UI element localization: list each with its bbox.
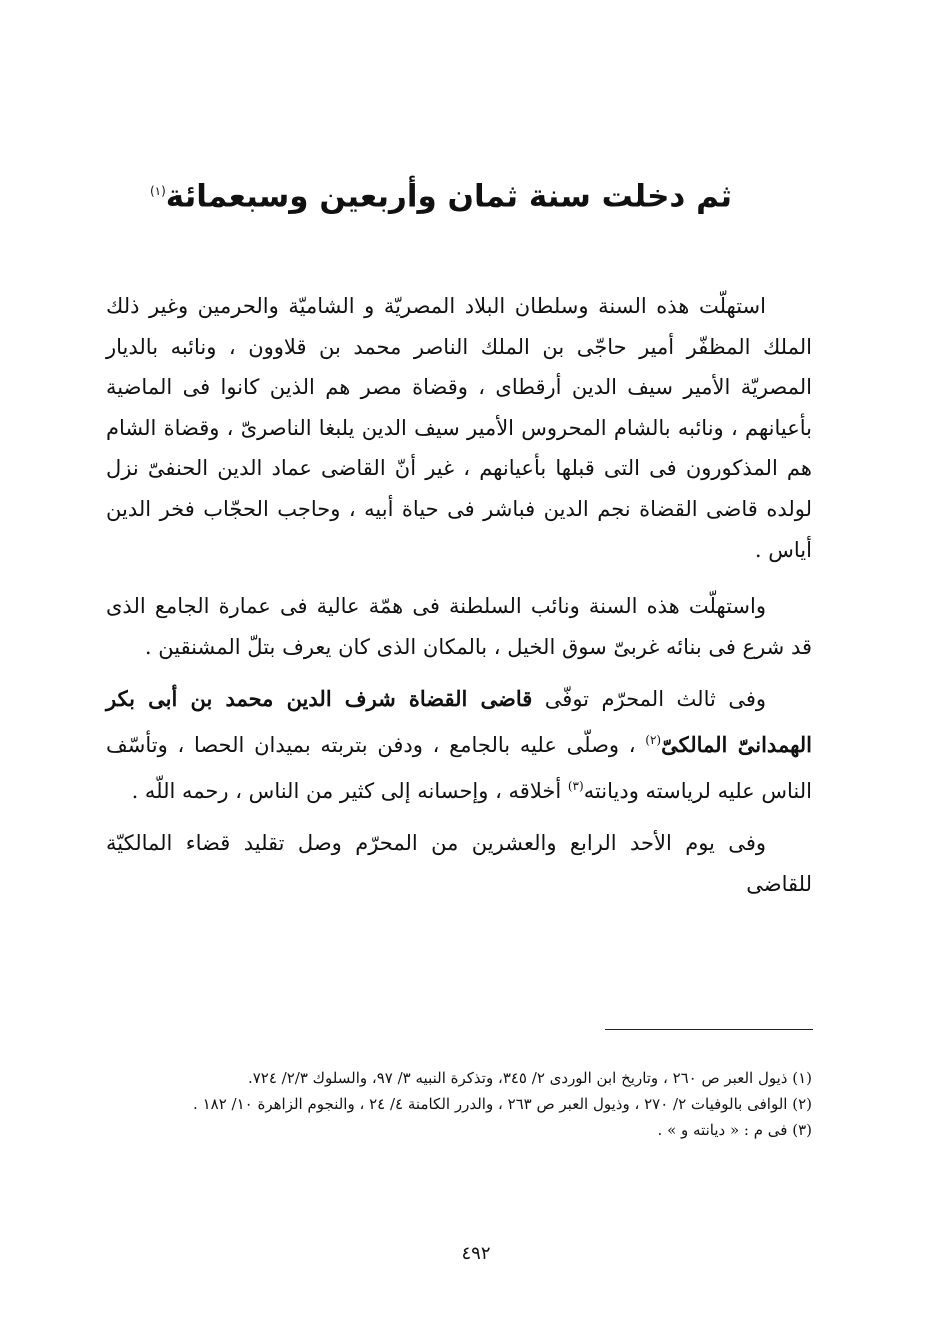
footnote-ref-3: (٣) [567,778,584,793]
page-number: ٤٩٢ [461,1243,491,1264]
paragraph-1: استهلّت هذه السنة وسلطان البلاد المصريّة و الشاميّة والحرمين وغير ذلك الملك المظفّر أمير حاجّى بن الملك الناصر محمد بن قلاوون ، ونائبه بالديار المصريّة الأمير سيف الدين أرقطاى ، وقضاة مصر هم الذين كانوا فى الماضية بأعيانهم ، ونائبه بالشام المحروس الأمير سيف الدين يلبغا الناصرىّ ، وقضاة الشام هم المذكورون فى التى قبلها بأعيانهم ، غير أنّ القاضى عماد الدين الحنفىّ نزل لولده قاضى القضاة نجم الدين فباشر فى حياة أبيه ، وحاجب الحجّاب فخر الدين أياس . [106,294,812,562]
person-name: قاضى القضاة شرف الدين محمد بن أبى بكر الهمدانىّ المالكىّ [106,686,812,757]
paragraph-4: وفى يوم الأحد الرابع والعشرين من المحرّم وصل تقليد قضاء المالكيّة للقاضى [106,831,812,896]
paragraph-3-part-a: وفى ثالث المحرّم توفّى [532,687,766,712]
main-text [106,286,812,920]
footnote-ref-2: (٢) [645,732,662,747]
paragraph-3-part-b: ، وصلّى عليه بالجامع ، ودفن بتربته بميدان الحصا ، وتأسّف الناس عليه لرياسته وديانته [106,732,812,803]
paragraph-3-part-c: أخلاقه ، وإحسانه إلى كثير من الناس ، رحمه اللّه . [131,778,568,803]
chapter-title [130,161,752,226]
footnote-divider [605,1029,813,1030]
footnote-1: (١) ذيول العبر ص ٢٦٠ ، وتاريخ ابن الوردى ٢/ ٣٤٥، وتذكرة النبيه ٣/ ٩٧، والسلوك ٢/٣/ ٧٢٤. [247,1069,812,1087]
paragraph-2: واستهلّت هذه السنة ونائب السلطنة فى همّة عالية فى عمارة الجامع الذى قد شرع فى بنائه غربىّ سوق الخيل ، بالمكان الذى كان يعرف بتلّ المشنقين . [106,594,812,659]
paragraph-3 [106,679,812,811]
footnote-2: (٢) الوافى بالوفيات ٢/ ٢٧٠ ، وذيول العبر ص ٢٦٣ ، والدرر الكامنة ٤/ ٢٤ ، والنجوم الزاهرة ١٠/ ١٨٢ . [193,1095,812,1113]
footnote-3: (٣) فى م : « ديانته و » . [657,1121,812,1139]
footnotes [100,1065,812,1143]
chapter-title-text: ثم دخلت سنة ثمان وأربعين وسبعمائة [165,178,733,215]
footnote-ref-1: (١) [149,183,166,198]
